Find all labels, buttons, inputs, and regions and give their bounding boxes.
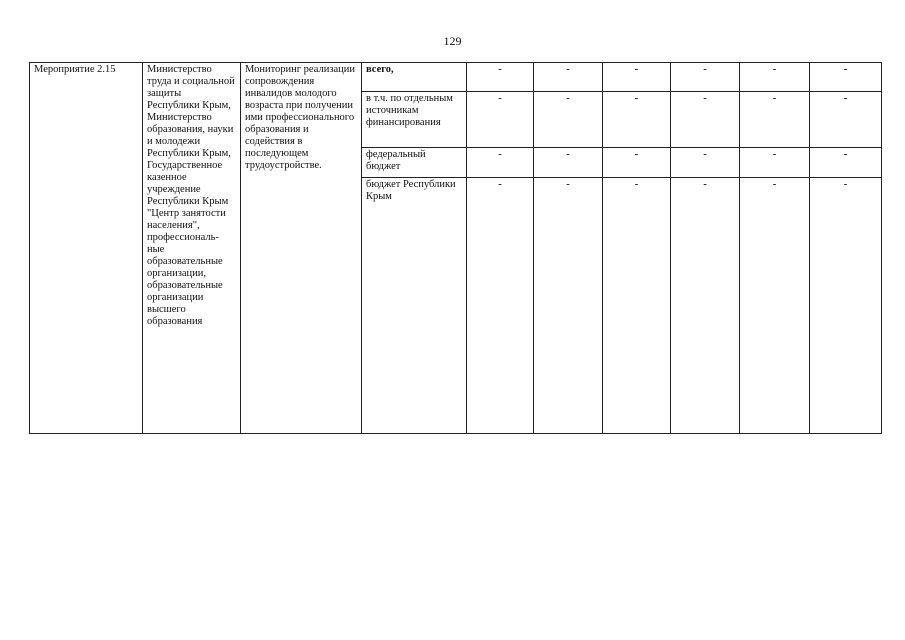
value-cell: -	[534, 92, 603, 148]
value-cell: -	[671, 178, 740, 434]
value-cell: -	[810, 148, 882, 178]
funding-source-total: всего,	[362, 63, 467, 92]
value-cell: -	[603, 148, 671, 178]
activity-cell: Мероприятие 2.15	[30, 63, 143, 434]
value-cell: -	[467, 63, 534, 92]
value-cell: -	[810, 178, 882, 434]
value-cell: -	[467, 178, 534, 434]
value-cell: -	[740, 148, 810, 178]
value-cell: -	[534, 178, 603, 434]
value-cell: -	[534, 148, 603, 178]
value-cell: -	[810, 63, 882, 92]
executors-cell: Министерство труда и социальной защиты Республики Крым, Министерство образования, науки и молодежи Республики Крым, Государственное казенное учреждение Республики Крым "Центр занятости населения", профессиональ-ные образовательные организации, образовательные организации высшего образования	[143, 63, 241, 434]
funding-source-federal: федеральный бюджет	[362, 148, 467, 178]
value-cell: -	[467, 148, 534, 178]
value-cell: -	[740, 92, 810, 148]
value-cell: -	[671, 92, 740, 148]
funding-table	[29, 62, 882, 434]
value-cell: -	[740, 63, 810, 92]
value-cell: -	[740, 178, 810, 434]
page-number: 129	[443, 34, 462, 48]
value-cell: -	[671, 63, 740, 92]
table-row	[30, 63, 882, 92]
value-cell: -	[810, 92, 882, 148]
value-cell: -	[603, 178, 671, 434]
funding-source-breakdown: в т.ч. по отдельным источникам финансирования	[362, 92, 467, 148]
description-cell: Мониторинг реализации сопровождения инвалидов молодого возраста при получении ими профессионального образования и содействия в последующем трудоустройстве.	[241, 63, 362, 434]
value-cell: -	[467, 92, 534, 148]
value-cell: -	[603, 92, 671, 148]
funding-source-republic: бюджет Республики Крым	[362, 178, 467, 434]
value-cell: -	[534, 63, 603, 92]
value-cell: -	[603, 63, 671, 92]
value-cell: -	[671, 148, 740, 178]
